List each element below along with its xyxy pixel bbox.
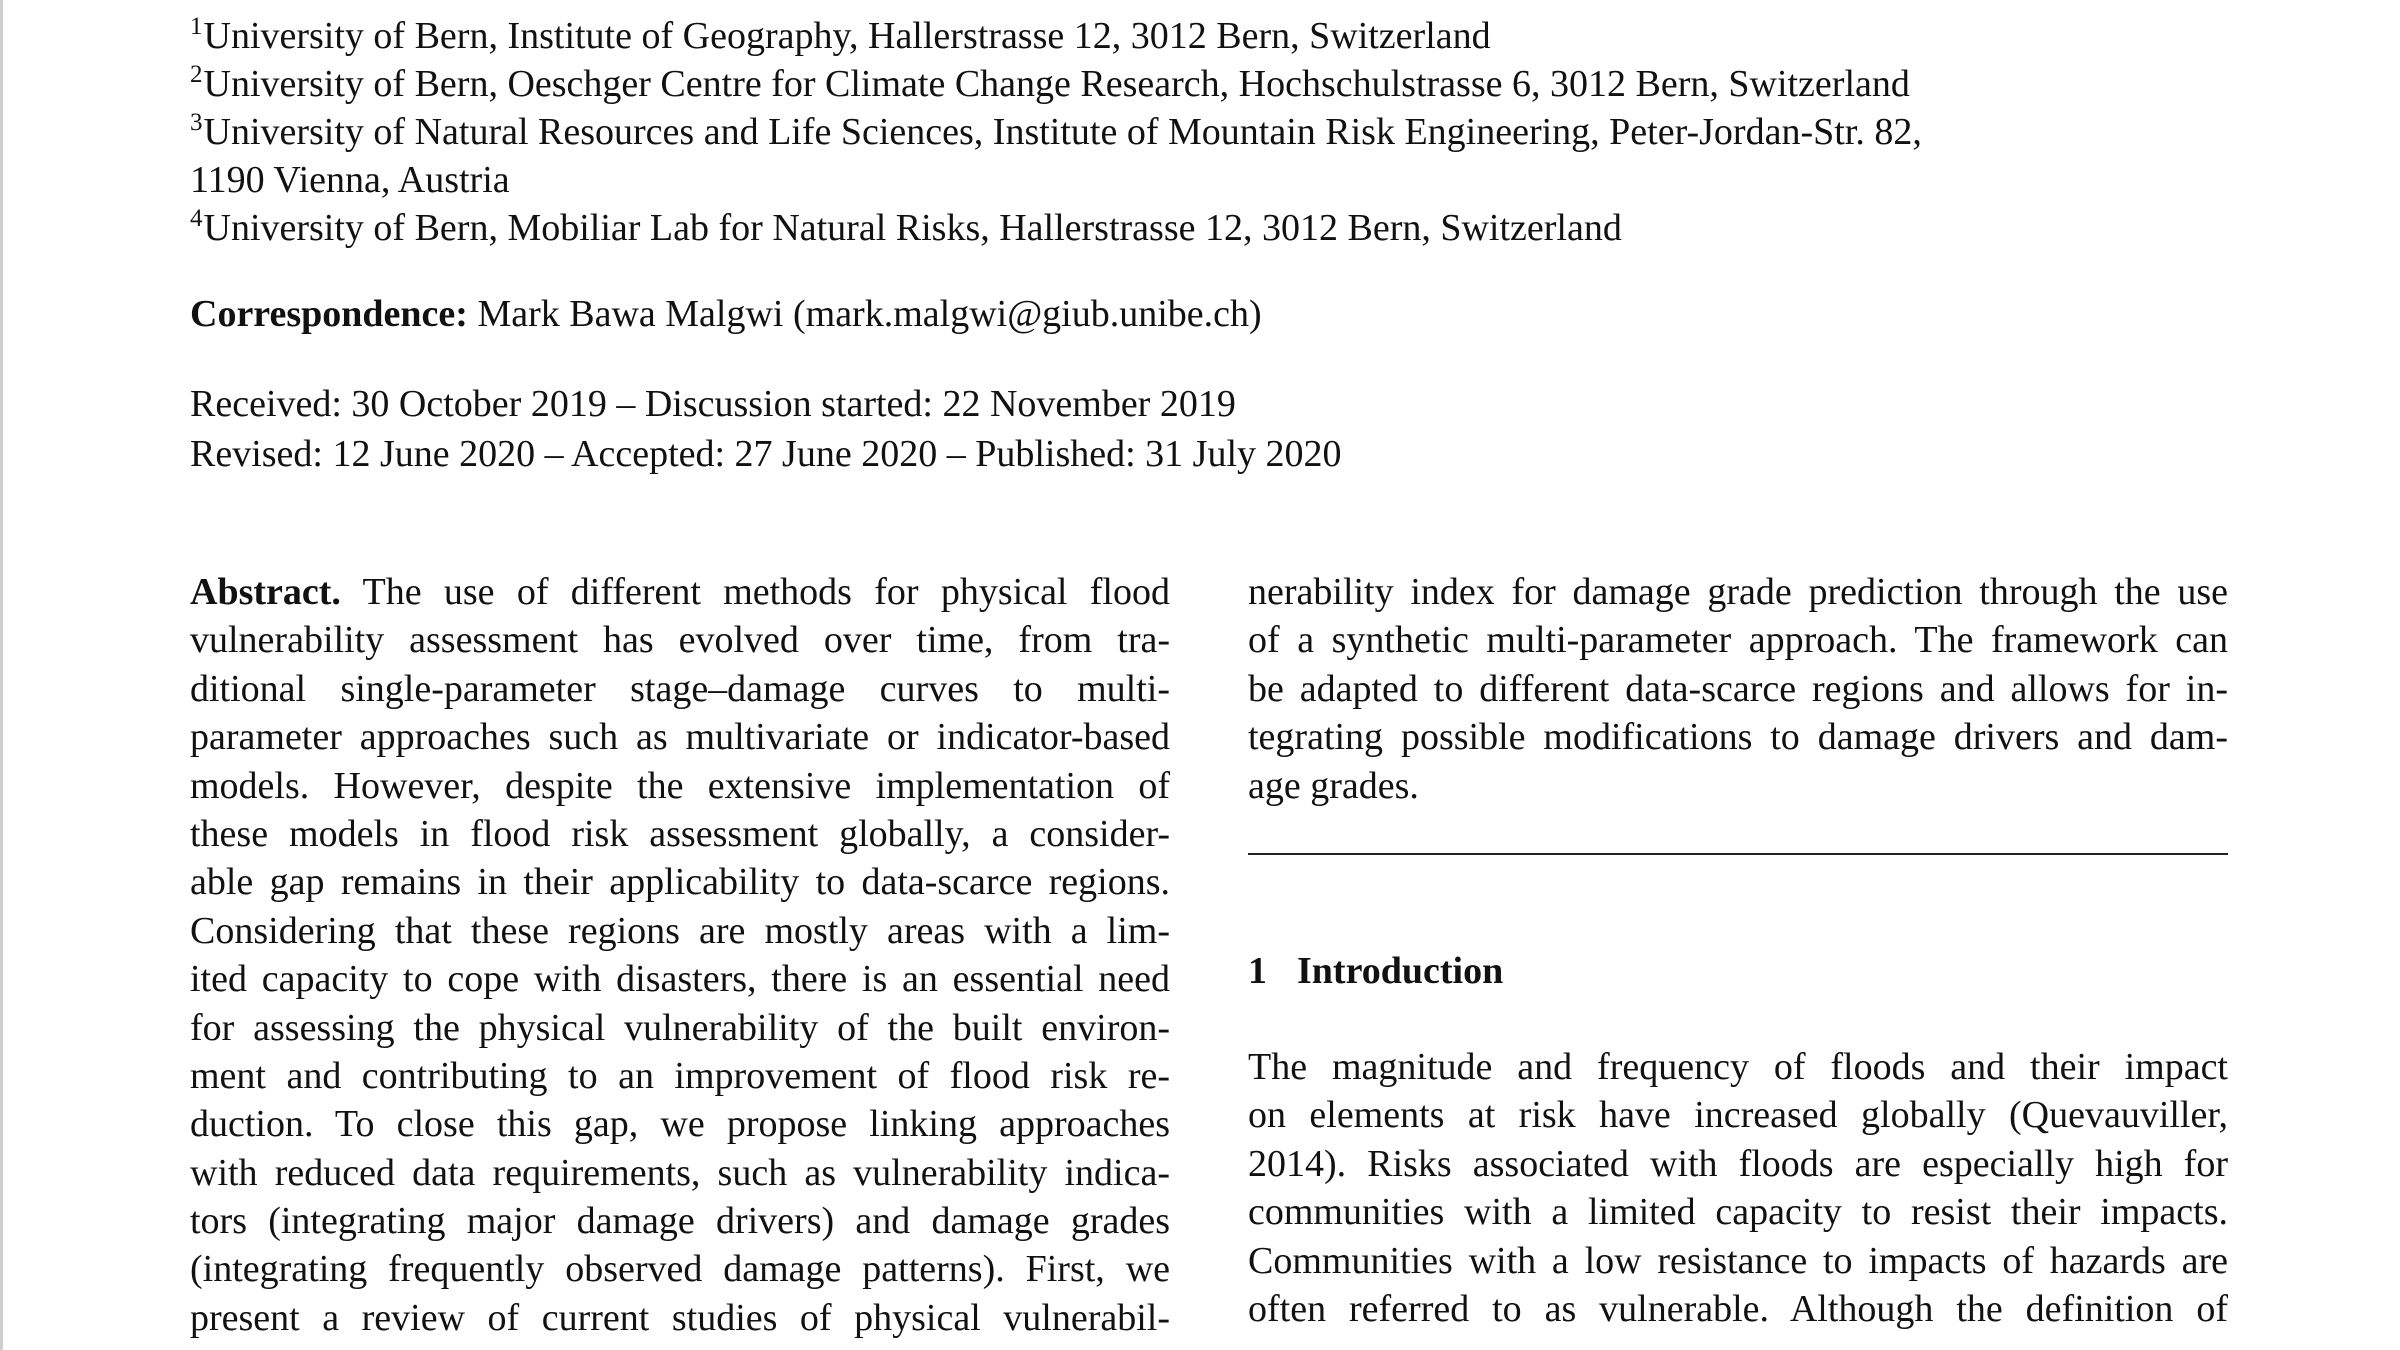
abstract-line: parameter approaches such as multivariate or indicator-based (190, 716, 1170, 759)
abstract-line: able gap remains in their applicability to data-scarce regions. (190, 861, 1170, 904)
introduction-line: Communities with a low resistance to impacts of hazards are (1248, 1239, 2228, 1282)
abstract-line: ited capacity to cope with disasters, there is an essential need (190, 958, 1170, 1001)
abstract-right-column (1248, 568, 2228, 810)
affiliation-text: University of Bern, Mobiliar Lab for Natural Risks, Hallerstrasse 12, 3012 Bern, Switzerland (203, 207, 1622, 249)
abstract-line: for assessing the physical vulnerability of the built environ- (190, 1006, 1170, 1049)
abstract-line: tegrating possible modifications to damage drivers and dam- (1248, 716, 2228, 759)
affiliation-text: University of Bern, Oeschger Centre for Climate Change Research, Hochschulstrasse 6, 3012 Bern, Switzerland (203, 63, 1910, 105)
abstract-divider (1248, 853, 2228, 855)
correspondence-label: Correspondence: (190, 293, 468, 335)
affiliation-2 (190, 60, 1910, 113)
introduction-line: The magnitude and frequency of floods and their impact (1248, 1046, 2228, 1088)
introduction-text (1248, 1043, 2228, 1333)
correspondence-text: Mark Bawa Malgwi (mark.malgwi@giub.unibe.ch) (477, 293, 1262, 335)
affiliation-3-continued (190, 156, 510, 204)
abstract-line: these models in flood risk assessment globally, a consider- (190, 812, 1170, 855)
abstract-line: vulnerability assessment has evolved over time, from tra- (190, 619, 1170, 662)
section-number: 1 (1248, 950, 1267, 992)
affiliation-4 (190, 204, 1622, 257)
abstract-line: with reduced data requirements, such as vulnerability indica- (190, 1151, 1170, 1194)
affiliation-number: 2 (190, 61, 203, 88)
introduction-line: 2014). Risks associated with floods are especially high for (1248, 1142, 2228, 1185)
affiliation-text-continued: 1190 Vienna, Austria (190, 159, 510, 201)
abstract-line-text: The use of different methods for physical flood (362, 571, 1170, 613)
abstract-line: ment and contributing to an improvement of flood risk re- (190, 1054, 1170, 1097)
abstract-line: be adapted to different data-scarce regions and allows for in- (1248, 667, 2228, 710)
section-title: Introduction (1297, 950, 1504, 992)
dates-line-2: Revised: 12 June 2020 – Accepted: 27 June 2020 – Published: 31 July 2020 (190, 433, 1342, 475)
abstract-line: present a review of current studies of physical vulnerabil- (190, 1296, 1170, 1339)
affiliation-number: 4 (190, 205, 203, 232)
abstract-line: Considering that these regions are mostly areas with a lim- (190, 909, 1170, 952)
abstract-line: models. However, despite the extensive implementation of (190, 764, 1170, 807)
affiliation-text: University of Natural Resources and Life Sciences, Institute of Mountain Risk Engineering, Peter-Jordan-Str. 82, (203, 111, 1922, 153)
abstract-line: age grades. (1248, 764, 1419, 807)
page-left-border (0, 0, 3, 1350)
abstract-line: of a synthetic multi-parameter approach. The framework can (1248, 619, 2228, 662)
dates-line-1: Received: 30 October 2019 – Discussion started: 22 November 2019 (190, 383, 1236, 425)
abstract-line: nerability index for damage grade prediction through the use (1248, 571, 2228, 613)
section-heading-introduction (1248, 947, 1503, 995)
affiliation-3 (190, 108, 1922, 161)
abstract-label: Abstract. (190, 571, 341, 613)
affiliation-text: University of Bern, Institute of Geography, Hallerstrasse 12, 3012 Bern, Switzerland (203, 15, 1491, 57)
affiliation-number: 3 (190, 109, 203, 136)
abstract-left-column (190, 568, 1170, 1342)
introduction-line: communities with a limited capacity to resist their impacts. (1248, 1191, 2228, 1234)
correspondence (190, 290, 1262, 338)
abstract-line (190, 568, 1170, 616)
introduction-line: on elements at risk have increased globally (Quevauviller, (1248, 1094, 2228, 1137)
affiliation-number: 1 (190, 13, 203, 40)
abstract-line: ditional single-parameter stage–damage curves to multi- (190, 667, 1170, 710)
abstract-line: tors (integrating major damage drivers) and damage grades (190, 1200, 1170, 1243)
abstract-line: (integrating frequently observed damage patterns). First, we (190, 1248, 1170, 1291)
introduction-line: often referred to as vulnerable. Although the definition of (1248, 1287, 2228, 1330)
abstract-line: duction. To close this gap, we propose linking approaches (190, 1103, 1170, 1146)
affiliation-1 (190, 12, 1491, 65)
